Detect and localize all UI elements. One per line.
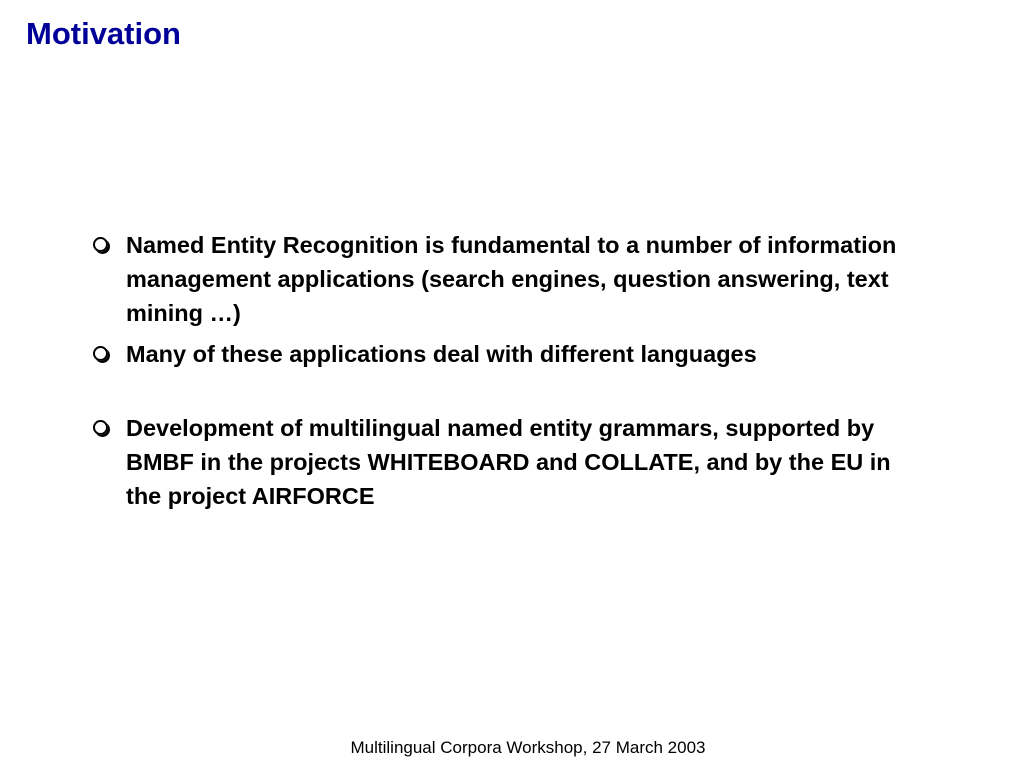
hollow-circle-bullet-icon xyxy=(90,228,126,262)
bullet-list xyxy=(90,228,950,513)
slide-footer: Multilingual Corpora Workshop, 27 March 2003 xyxy=(350,738,706,757)
bullet-text: Many of these applications deal with different languages xyxy=(126,341,757,367)
bullet-item-development xyxy=(90,411,950,513)
bullet-item-ner xyxy=(90,228,950,330)
bullet-text: Named Entity Recognition is fundamental to a number of information management applications (search engines, question answering, text mining …) xyxy=(126,232,897,326)
slide-title: Motivation xyxy=(26,16,181,51)
bullet-item-languages xyxy=(90,337,950,371)
hollow-circle-bullet-icon xyxy=(90,411,126,445)
hollow-circle-bullet-icon xyxy=(90,337,126,371)
bullet-text: Development of multilingual named entity grammars, supported by BMBF in the projects WHITEBOARD and COLLATE, and by the EU in the project AIRFORCE xyxy=(126,415,891,509)
